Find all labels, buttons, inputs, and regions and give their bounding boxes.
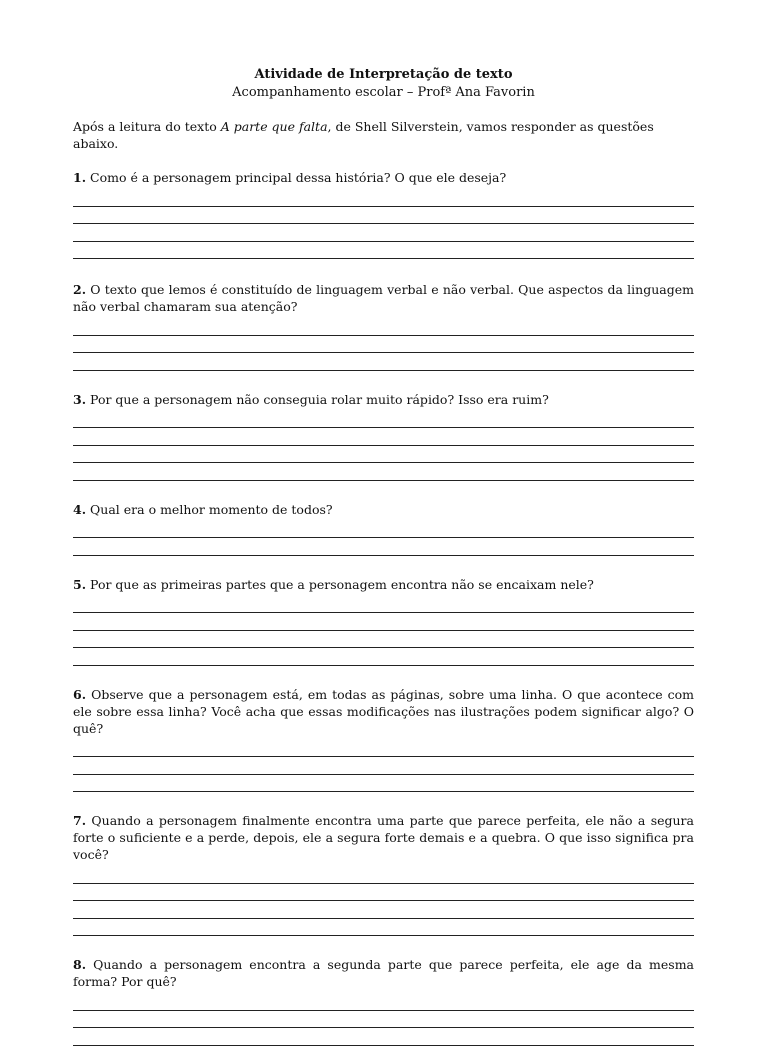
answer-lines	[73, 596, 694, 666]
answer-line[interactable]	[73, 411, 694, 429]
answer-line[interactable]	[73, 189, 694, 207]
question-number: 1.	[73, 170, 87, 185]
page-title: Atividade de Interpretação de texto	[254, 67, 513, 82]
answer-line[interactable]	[73, 884, 694, 902]
question-prompt: Como é a personagem principal dessa história? O que ele deseja?	[90, 170, 507, 185]
question-block	[73, 169, 694, 259]
question-prompt: O texto que lemos é constituído de linguagem verbal e não verbal. Que aspectos da linguagem não verbal chamaram sua atenção?	[73, 282, 694, 314]
question-prompt: Quando a personagem finalmente encontra uma parte que parece perfeita, ele não a segura forte o suficiente e a perde, depois, ele a segura forte demais e a quebra. O que isso significa pra você?	[73, 813, 694, 862]
answer-line[interactable]	[73, 463, 694, 481]
intro-text-after: , de Shell Silverstein, vamos responder as questões abaixo.	[73, 119, 654, 151]
answer-line[interactable]	[73, 353, 694, 371]
answer-line[interactable]	[73, 866, 694, 884]
question-number: 5.	[73, 576, 87, 592]
question-prompt: Observe que a personagem está, em todas as páginas, sobre uma linha. O que acontece com ele sobre essa linha? Você acha que essas modificações nas ilustrações podem significar algo? O quê?	[73, 686, 694, 736]
answer-line[interactable]	[73, 538, 694, 556]
answer-line[interactable]	[73, 740, 694, 758]
question-text	[73, 391, 694, 408]
question-number: 6.	[73, 686, 87, 702]
answer-lines	[73, 993, 694, 1046]
question-prompt: Qual era o melhor momento de todos?	[90, 501, 333, 517]
question-block	[73, 501, 694, 556]
answer-line[interactable]	[73, 521, 694, 539]
answer-line[interactable]	[73, 775, 694, 793]
question-block	[73, 281, 694, 371]
question-number: 3.	[73, 391, 87, 407]
question-block	[73, 391, 694, 481]
answer-lines	[73, 318, 694, 371]
question-block	[73, 576, 694, 666]
question-text	[73, 686, 694, 737]
question-prompt: Por que as primeiras partes que a personagem encontra não se encaixam nele?	[90, 576, 594, 592]
answer-line[interactable]	[73, 242, 694, 260]
question-number: 4.	[73, 501, 87, 517]
question-number: 8.	[73, 957, 87, 972]
question-prompt: Quando a personagem encontra a segunda parte que parece perfeita, ele age da mesma forma? Por quê?	[73, 957, 694, 989]
intro-text-before: Após a leitura do texto	[73, 119, 221, 134]
page-subtitle: Acompanhamento escolar – Profª Ana Favorin	[232, 85, 535, 100]
question-text	[73, 576, 694, 593]
answer-line[interactable]	[73, 901, 694, 919]
answer-line[interactable]	[73, 224, 694, 242]
answer-line[interactable]	[73, 1011, 694, 1029]
question-text	[73, 956, 694, 990]
answer-line[interactable]	[73, 919, 694, 937]
answer-line[interactable]	[73, 757, 694, 775]
answer-lines	[73, 521, 694, 556]
answer-line[interactable]	[73, 1028, 694, 1046]
question-text	[73, 812, 694, 863]
intro-paragraph	[73, 118, 694, 152]
question-text	[73, 169, 694, 186]
answer-line[interactable]	[73, 207, 694, 225]
answer-line[interactable]	[73, 613, 694, 631]
question-number: 7.	[73, 813, 87, 828]
question-block	[73, 956, 694, 1046]
question-prompt: Por que a personagem não conseguia rolar muito rápido? Isso era ruim?	[90, 391, 549, 407]
book-title: A parte que falta	[220, 119, 328, 134]
answer-line[interactable]	[73, 428, 694, 446]
answer-lines	[73, 740, 694, 793]
question-text	[73, 281, 694, 315]
answer-lines	[73, 411, 694, 481]
question-number: 2.	[73, 282, 87, 297]
questions-list	[73, 169, 694, 1046]
question-block	[73, 686, 694, 793]
answer-line[interactable]	[73, 631, 694, 649]
answer-lines	[73, 189, 694, 259]
question-block	[73, 812, 694, 936]
worksheet-page	[73, 66, 694, 1046]
question-text	[73, 501, 694, 518]
answer-lines	[73, 866, 694, 936]
answer-line[interactable]	[73, 648, 694, 666]
answer-line[interactable]	[73, 993, 694, 1011]
answer-line[interactable]	[73, 446, 694, 464]
answer-line[interactable]	[73, 318, 694, 336]
answer-line[interactable]	[73, 596, 694, 614]
answer-line[interactable]	[73, 336, 694, 354]
